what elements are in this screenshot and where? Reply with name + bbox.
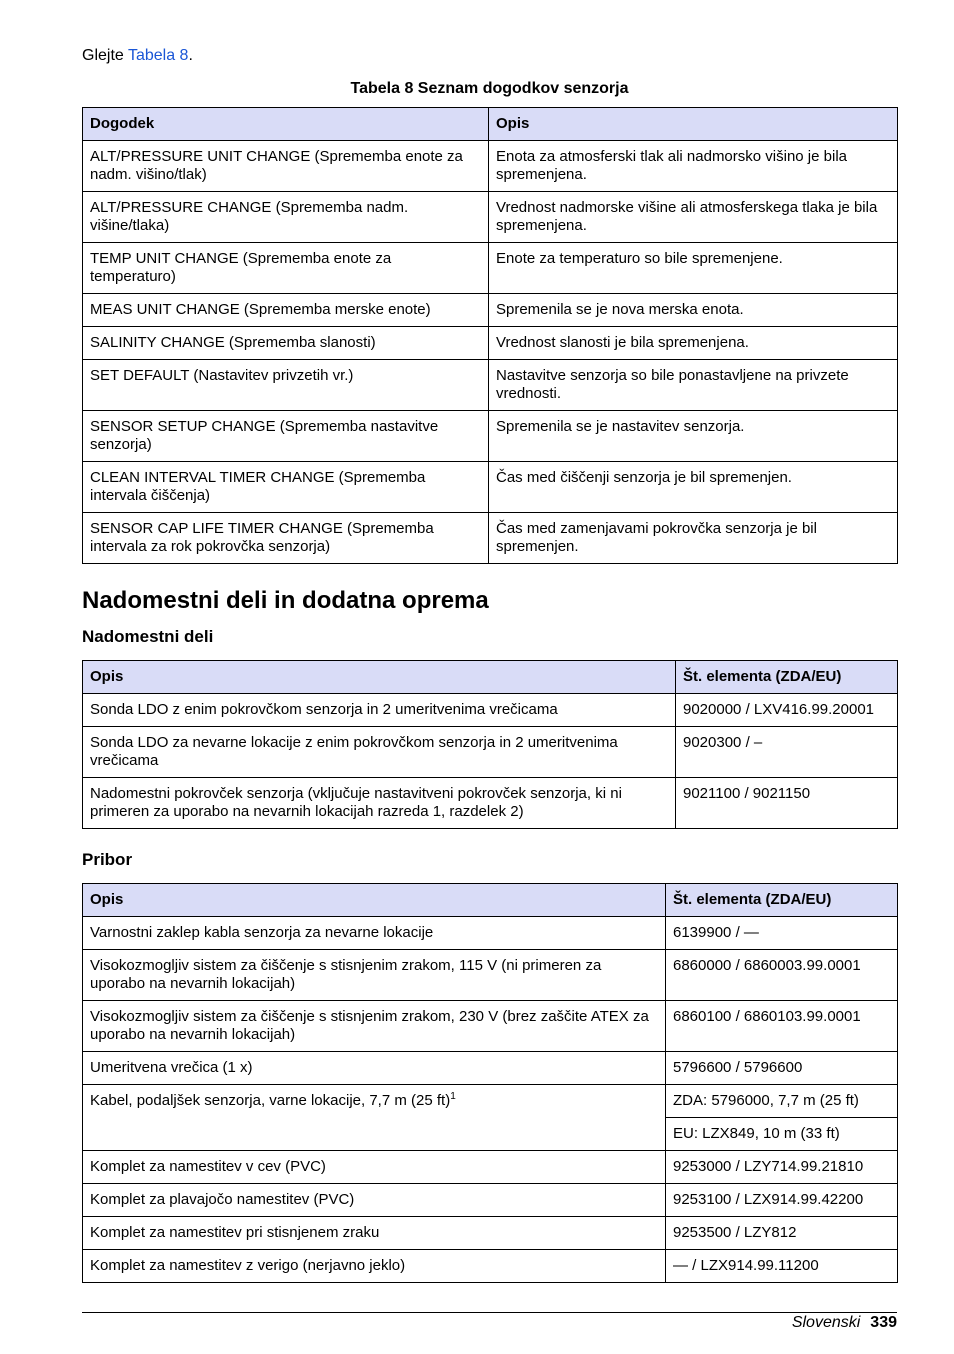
cable-description: Kabel, podaljšek senzorja, varne lokacije, 7,7 m (25 ft) [90, 1092, 451, 1109]
events-table [82, 107, 898, 564]
table-8-link[interactable]: Tabela 8 [127, 47, 189, 64]
accessory-description: Komplet za namestitev z verigo (nerjavno jeklo) [83, 1250, 666, 1283]
table-row [83, 327, 898, 360]
part-description: Sonda LDO z enim pokrovčkom senzorja in 2 umeritvenima vrečicama [83, 694, 676, 727]
column-header: Dogodek [83, 108, 489, 141]
table-row [83, 1085, 898, 1118]
section-title: Nadomestni deli in dodatna oprema [82, 587, 489, 614]
table-row [83, 727, 898, 778]
table-row [83, 1151, 898, 1184]
event-description: Vrednost nadmorske višine ali atmosferskega tlaka je bila spremenjena. [489, 192, 898, 243]
event-description: Spremenila se je nastavitev senzorja. [489, 411, 898, 462]
accessory-number: 6860000 / 6860003.99.0001 [666, 950, 898, 1001]
column-header: Opis [489, 108, 898, 141]
replacement-parts-heading: Nadomestni deli [82, 627, 214, 646]
intro-text [82, 47, 193, 65]
column-header: Opis [83, 661, 676, 694]
accessory-description: Varnostni zaklep kabla senzorja za nevarne lokacije [83, 917, 666, 950]
accessories-table [82, 883, 898, 1283]
event-name: MEAS UNIT CHANGE (Sprememba merske enote) [83, 294, 489, 327]
table-header-row [83, 661, 898, 694]
footer-divider [82, 1312, 897, 1313]
table-row [83, 513, 898, 564]
event-name: SET DEFAULT (Nastavitev privzetih vr.) [83, 360, 489, 411]
page-number: 339 [870, 1314, 897, 1331]
event-name: CLEAN INTERVAL TIMER CHANGE (Sprememba intervala čiščenja) [83, 462, 489, 513]
table-row [83, 917, 898, 950]
table-row [83, 192, 898, 243]
event-description: Enote za temperaturo so bile spremenjene. [489, 243, 898, 294]
accessory-description: Komplet za namestitev v cev (PVC) [83, 1151, 666, 1184]
events-table-caption: Tabela 8 Seznam dogodkov senzorja [350, 80, 629, 97]
event-description: Enota za atmosferski tlak ali nadmorsko višino je bila spremenjena. [489, 141, 898, 192]
accessory-number: 6139900 / — [666, 917, 898, 950]
event-description: Vrednost slanosti je bila spremenjena. [489, 327, 898, 360]
accessory-description: Visokozmogljiv sistem za čiščenje s stisnjenim zrakom, 115 V (ni primeren za uporabo na nevarnih lokacijah) [83, 950, 666, 1001]
table-row [83, 411, 898, 462]
table-header-row [83, 884, 898, 917]
table-row [83, 1052, 898, 1085]
event-name: ALT/PRESSURE UNIT CHANGE (Sprememba enote za nadm. višino/tlak) [83, 141, 489, 192]
accessory-number: EU: LZX849, 10 m (33 ft) [666, 1118, 898, 1151]
table-header-row [83, 108, 898, 141]
accessory-description: Umeritvena vrečica (1 x) [83, 1052, 666, 1085]
table-row [83, 243, 898, 294]
event-name: ALT/PRESSURE CHANGE (Sprememba nadm. višine/tlaka) [83, 192, 489, 243]
table-row [83, 1250, 898, 1283]
table-row [83, 694, 898, 727]
event-name: SENSOR CAP LIFE TIMER CHANGE (Sprememba intervala za rok pokrovčka senzorja) [83, 513, 489, 564]
intro-suffix: . [188, 47, 193, 64]
table-row [83, 1217, 898, 1250]
table-row [83, 1184, 898, 1217]
event-description: Spremenila se je nova merska enota. [489, 294, 898, 327]
event-name: TEMP UNIT CHANGE (Sprememba enote za temperaturo) [83, 243, 489, 294]
event-name: SALINITY CHANGE (Sprememba slanosti) [83, 327, 489, 360]
accessory-number: 6860100 / 6860103.99.0001 [666, 1001, 898, 1052]
accessory-number: — / LZX914.99.11200 [666, 1250, 898, 1283]
part-description: Nadomestni pokrovček senzorja (vključuje nastavitveni pokrovček senzorja, ki ni primeren za uporabo na nevarnih lokacijah razreda 1, razdelek 2) [83, 778, 676, 829]
part-description: Sonda LDO za nevarne lokacije z enim pokrovčkom senzorja in 2 umeritvenima vrečicama [83, 727, 676, 778]
table-row [83, 778, 898, 829]
part-number: 9020000 / LXV416.99.20001 [676, 694, 898, 727]
column-header: Št. elementa (ZDA/EU) [676, 661, 898, 694]
column-header: Opis [83, 884, 666, 917]
accessory-number: 9253500 / LZY812 [666, 1217, 898, 1250]
column-header: Št. elementa (ZDA/EU) [666, 884, 898, 917]
footer-language: Slovenski [791, 1314, 861, 1331]
accessories-heading: Pribor [82, 850, 133, 869]
part-number: 9021100 / 9021150 [676, 778, 898, 829]
table-row [83, 360, 898, 411]
event-name: SENSOR SETUP CHANGE (Sprememba nastavitve senzorja) [83, 411, 489, 462]
table-row [83, 950, 898, 1001]
accessory-description [83, 1085, 666, 1151]
event-description: Čas med zamenjavami pokrovčka senzorja je bil spremenjen. [489, 513, 898, 564]
table-row [83, 1001, 898, 1052]
replacement-parts-table [82, 660, 898, 829]
event-description: Nastavitve senzorja so bile ponastavljene na privzete vrednosti. [489, 360, 898, 411]
accessory-description: Komplet za namestitev pri stisnjenem zraku [83, 1217, 666, 1250]
accessory-number: ZDA: 5796000, 7,7 m (25 ft) [666, 1085, 898, 1118]
part-number: 9020300 / – [676, 727, 898, 778]
accessory-number: 9253100 / LZX914.99.42200 [666, 1184, 898, 1217]
accessory-description: Komplet za plavajočo namestitev (PVC) [83, 1184, 666, 1217]
accessory-description: Visokozmogljiv sistem za čiščenje s stisnjenim zrakom, 230 V (brez zaščite ATEX za uporabo na nevarnih lokacijah) [83, 1001, 666, 1052]
event-description: Čas med čiščenji senzorja je bil spremenjen. [489, 462, 898, 513]
intro-prefix: Glejte [82, 47, 128, 64]
footnote-marker: 1 [450, 1091, 456, 1102]
accessory-number: 5796600 / 5796600 [666, 1052, 898, 1085]
accessory-number: 9253000 / LZY714.99.21810 [666, 1151, 898, 1184]
table-row [83, 294, 898, 327]
table-row [83, 141, 898, 192]
table-row [83, 462, 898, 513]
page-footer [792, 1313, 897, 1333]
